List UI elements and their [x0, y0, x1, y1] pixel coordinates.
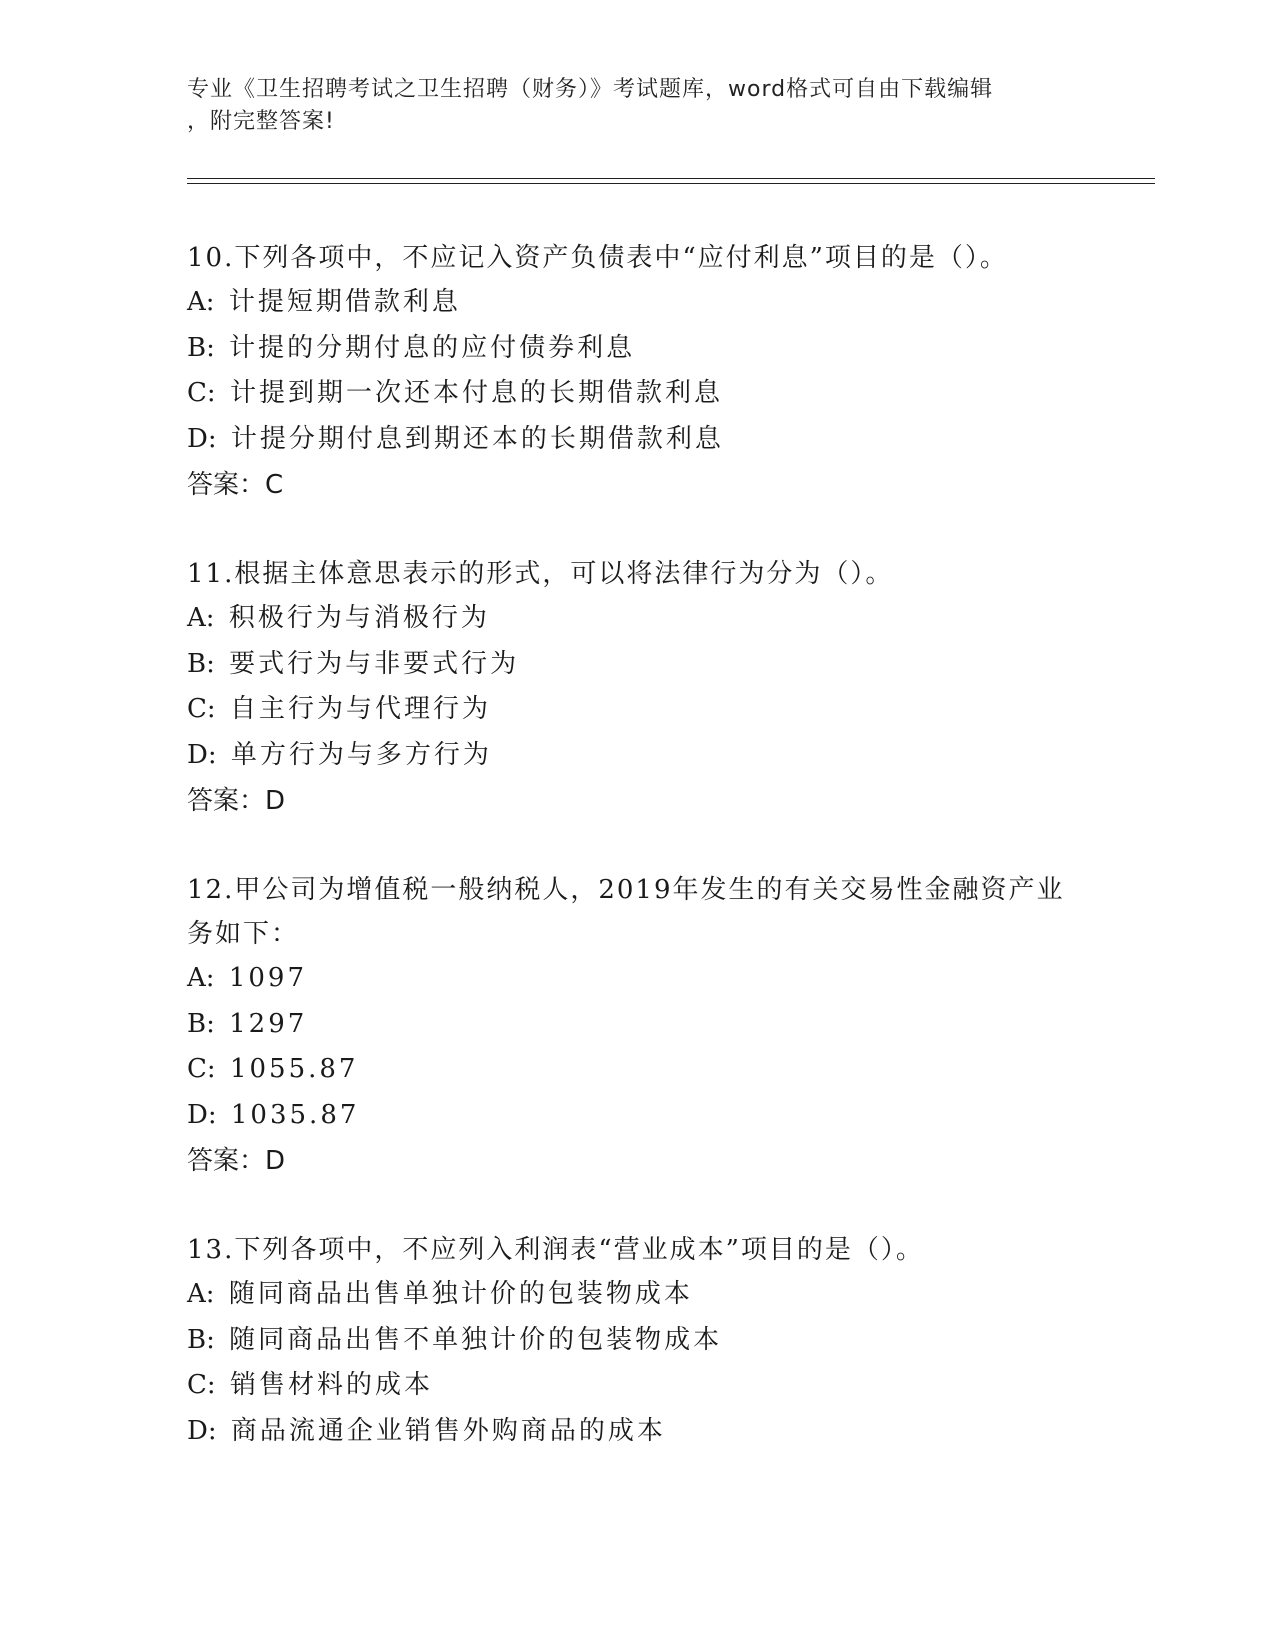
option-letter: A — [187, 1279, 206, 1309]
header-divider-top — [187, 178, 1155, 179]
option-letter: D — [187, 739, 208, 770]
option-text: 单方行为与多方行为 — [230, 739, 492, 770]
option-text: 积极行为与消极行为 — [228, 603, 490, 633]
option-letter: D — [187, 1415, 208, 1446]
answer-value: D — [265, 1146, 287, 1176]
answer — [187, 462, 1087, 508]
option-text: 计提到期一次还本付息的长期借款利息 — [229, 378, 723, 408]
option-letter: C — [187, 378, 207, 408]
answer-value: C — [265, 470, 285, 500]
option-d: D: 1035.87 — [187, 1099, 360, 1130]
option-text: 随同商品出售单独计价的包装物成本 — [228, 1279, 693, 1309]
option-letter: B — [187, 1008, 207, 1039]
option-d: D: 单方行为与多方行为 — [187, 739, 492, 770]
option-text: 销售材料的成本 — [229, 1370, 433, 1400]
option-text: 自主行为与代理行为 — [229, 694, 491, 724]
question-10 — [187, 236, 1087, 508]
option-text: 计提的分期付息的应付债券利息 — [229, 332, 636, 363]
option-a: A: 积极行为与消极行为 — [187, 603, 490, 633]
option-b: B: 要式行为与非要式行为 — [187, 648, 520, 679]
option-letter: A — [187, 603, 206, 633]
answer-label: 答案： — [187, 470, 266, 500]
answer-label: 答案： — [187, 1146, 266, 1176]
option-letter: B — [187, 648, 207, 679]
option-a: A: 随同商品出售单独计价的包装物成本 — [187, 1279, 693, 1309]
option-d: D: 商品流通企业销售外购商品的成本 — [187, 1415, 666, 1446]
question-stem: 11.根据主体意思表示的形式，可以将法律行为分为（）。 — [187, 559, 894, 589]
option-d: D: 计提分期付息到期还本的长期借款利息 — [187, 423, 724, 454]
answer — [187, 1138, 1087, 1184]
header-divider-bottom — [187, 183, 1155, 184]
question-11 — [187, 552, 1087, 824]
header-line-1: 专业《卫生招聘考试之卫生招聘（财务）》考试题库，word格式可自由下载编辑 — [187, 77, 994, 102]
option-text: 商品流通企业销售外购商品的成本 — [230, 1415, 666, 1446]
option-text: 1097 — [228, 963, 307, 993]
question-12 — [187, 868, 1087, 1184]
question-stem: 10.下列各项中，不应记入资产负债表中“应付利息”项目的是（）。 — [187, 243, 1008, 273]
header-line-2: ，附完整答案! — [187, 109, 335, 134]
option-c: C: 销售材料的成本 — [187, 1370, 433, 1400]
question-13 — [187, 1228, 1087, 1454]
option-letter: D — [187, 423, 208, 454]
question-list — [187, 236, 1087, 1498]
option-text: 计提短期借款利息 — [228, 287, 461, 317]
option-letter: C — [187, 1054, 207, 1084]
option-b: B: 计提的分期付息的应付债券利息 — [187, 332, 636, 363]
option-letter: A — [187, 287, 206, 317]
option-letter: C — [187, 1370, 207, 1400]
option-letter: B — [187, 332, 207, 363]
question-stem: 12.甲公司为增值税一般纳税人，2019年发生的有关交易性金融资产业务如下： — [187, 875, 1065, 949]
option-b: B: 随同商品出售不单独计价的包装物成本 — [187, 1324, 723, 1355]
option-c: C: 自主行为与代理行为 — [187, 694, 491, 724]
option-letter: B — [187, 1324, 207, 1355]
option-text: 1055.87 — [229, 1054, 359, 1084]
option-letter: C — [187, 694, 207, 724]
option-text: 计提分期付息到期还本的长期借款利息 — [230, 423, 724, 454]
answer-label: 答案： — [187, 786, 266, 816]
option-text: 1297 — [229, 1008, 308, 1039]
answer — [187, 778, 1087, 824]
question-stem: 13.下列各项中，不应列入利润表“营业成本”项目的是（）。 — [187, 1235, 924, 1265]
option-a: A: 1097 — [187, 963, 307, 993]
option-letter: D — [187, 1099, 208, 1130]
answer-value: D — [265, 786, 287, 816]
option-text: 1035.87 — [230, 1099, 360, 1130]
option-letter: A — [187, 963, 206, 993]
option-text: 要式行为与非要式行为 — [229, 648, 520, 679]
option-text: 随同商品出售不单独计价的包装物成本 — [229, 1324, 723, 1355]
option-a: A: 计提短期借款利息 — [187, 287, 461, 317]
document-header — [187, 74, 1067, 138]
option-c: C: 计提到期一次还本付息的长期借款利息 — [187, 378, 723, 408]
option-c: C: 1055.87 — [187, 1054, 359, 1084]
option-b: B: 1297 — [187, 1008, 308, 1039]
